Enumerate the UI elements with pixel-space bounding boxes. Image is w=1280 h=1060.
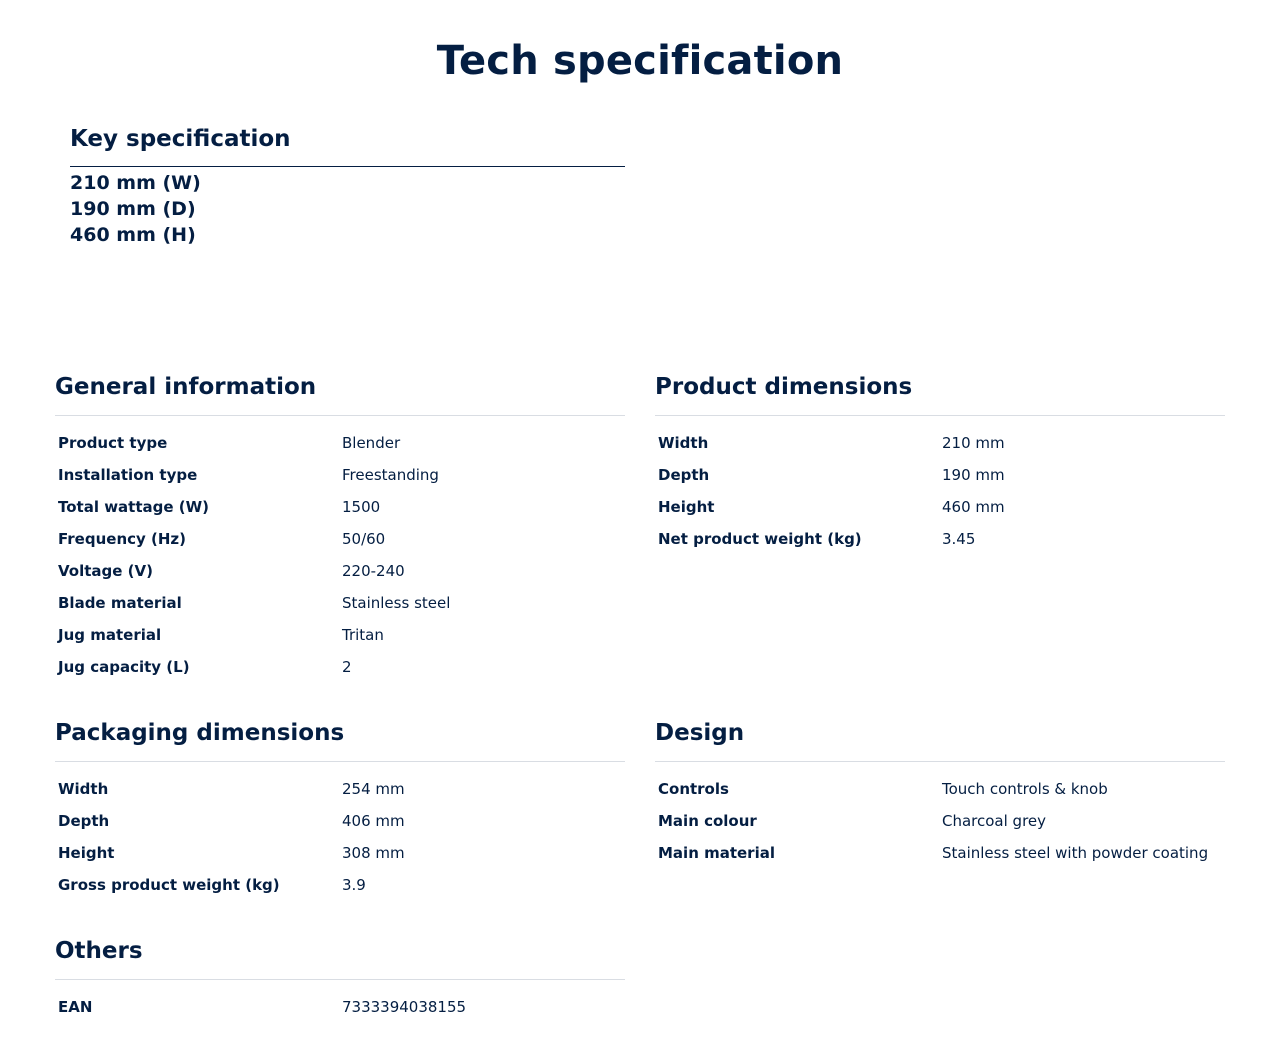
spec-label: Total wattage (W): [58, 498, 210, 516]
spec-value: 3.9: [342, 876, 366, 894]
key-spec-depth: 190 mm (D): [70, 198, 196, 220]
spec-table: [55, 980, 625, 1023]
key-specification-title: Key specification: [70, 126, 625, 167]
section-title: Product dimensions: [655, 372, 1225, 416]
spec-value: 220-240: [342, 562, 405, 580]
spec-row: [55, 805, 625, 837]
spec-label: EAN: [58, 998, 93, 1016]
spec-label: Depth: [58, 812, 110, 830]
section-general-information: [55, 372, 625, 683]
spec-label: Net product weight (kg): [658, 530, 862, 548]
spec-row: [55, 587, 625, 619]
spec-value: Stainless steel with powder coating: [942, 844, 1209, 862]
spec-row: [55, 869, 625, 901]
spec-label: Gross product weight (kg): [58, 876, 280, 894]
section-title: General information: [55, 372, 625, 416]
spec-label: Height: [658, 498, 715, 516]
spec-label: Blade material: [58, 594, 182, 612]
spec-label: Frequency (Hz): [58, 530, 187, 548]
spec-value: 2: [342, 658, 352, 676]
spec-value: 50/60: [342, 530, 386, 548]
spec-value: 406 mm: [342, 812, 405, 830]
spec-label: Voltage (V): [58, 562, 153, 580]
spec-row: [55, 555, 625, 587]
spec-table: [55, 762, 625, 901]
section-product-dimensions: [655, 372, 1225, 555]
spec-value: 1500: [342, 498, 381, 516]
section-title: Packaging dimensions: [55, 718, 625, 762]
spec-value: 460 mm: [942, 498, 1005, 516]
spec-table: [655, 416, 1225, 555]
spec-value: Freestanding: [342, 466, 439, 484]
spec-label: Controls: [658, 780, 729, 798]
section-packaging-dimensions: [55, 718, 625, 901]
spec-value: 210 mm: [942, 434, 1005, 452]
spec-row: [655, 491, 1225, 523]
spec-table: [655, 762, 1225, 869]
spec-row: [655, 837, 1225, 869]
spec-value: 7333394038155: [342, 998, 467, 1016]
spec-label: Width: [58, 780, 109, 798]
spec-row: [55, 619, 625, 651]
spec-value: 308 mm: [342, 844, 405, 862]
spec-row: [655, 805, 1225, 837]
spec-row: [55, 523, 625, 555]
spec-label: Product type: [58, 434, 168, 452]
spec-value: Stainless steel: [342, 594, 451, 612]
spec-label: Depth: [658, 466, 710, 484]
spec-row: [55, 427, 625, 459]
spec-label: Jug material: [58, 626, 162, 644]
spec-value: 3.45: [942, 530, 976, 548]
spec-value: 254 mm: [342, 780, 405, 798]
spec-value: Tritan: [342, 626, 384, 644]
spec-row: [55, 773, 625, 805]
spec-value: Charcoal grey: [942, 812, 1047, 830]
key-specification-list: [70, 170, 625, 248]
spec-row: [55, 651, 625, 683]
spec-label: Jug capacity (L): [58, 658, 190, 676]
spec-label: Main material: [658, 844, 775, 862]
key-specification: [70, 126, 625, 248]
spec-value: Touch controls & knob: [942, 780, 1108, 798]
spec-row: [55, 837, 625, 869]
spec-value: Blender: [342, 434, 401, 452]
page-title: Tech specification: [436, 38, 844, 84]
spec-row: [655, 523, 1225, 555]
spec-row: [655, 427, 1225, 459]
section-design: [655, 718, 1225, 869]
spec-label: Installation type: [58, 466, 198, 484]
key-spec-width: 210 mm (W): [70, 172, 201, 194]
spec-label: Main colour: [658, 812, 757, 830]
section-title: Others: [55, 936, 625, 980]
section-others: [55, 936, 625, 1023]
spec-row: [55, 459, 625, 491]
spec-row: [655, 773, 1225, 805]
spec-table: [55, 416, 625, 683]
spec-label: Height: [58, 844, 115, 862]
spec-value: 190 mm: [942, 466, 1005, 484]
spec-row: [655, 459, 1225, 491]
spec-row: [55, 491, 625, 523]
spec-row: [55, 991, 625, 1023]
key-spec-height: 460 mm (H): [70, 224, 196, 246]
section-title: Design: [655, 718, 1225, 762]
spec-label: Width: [658, 434, 709, 452]
